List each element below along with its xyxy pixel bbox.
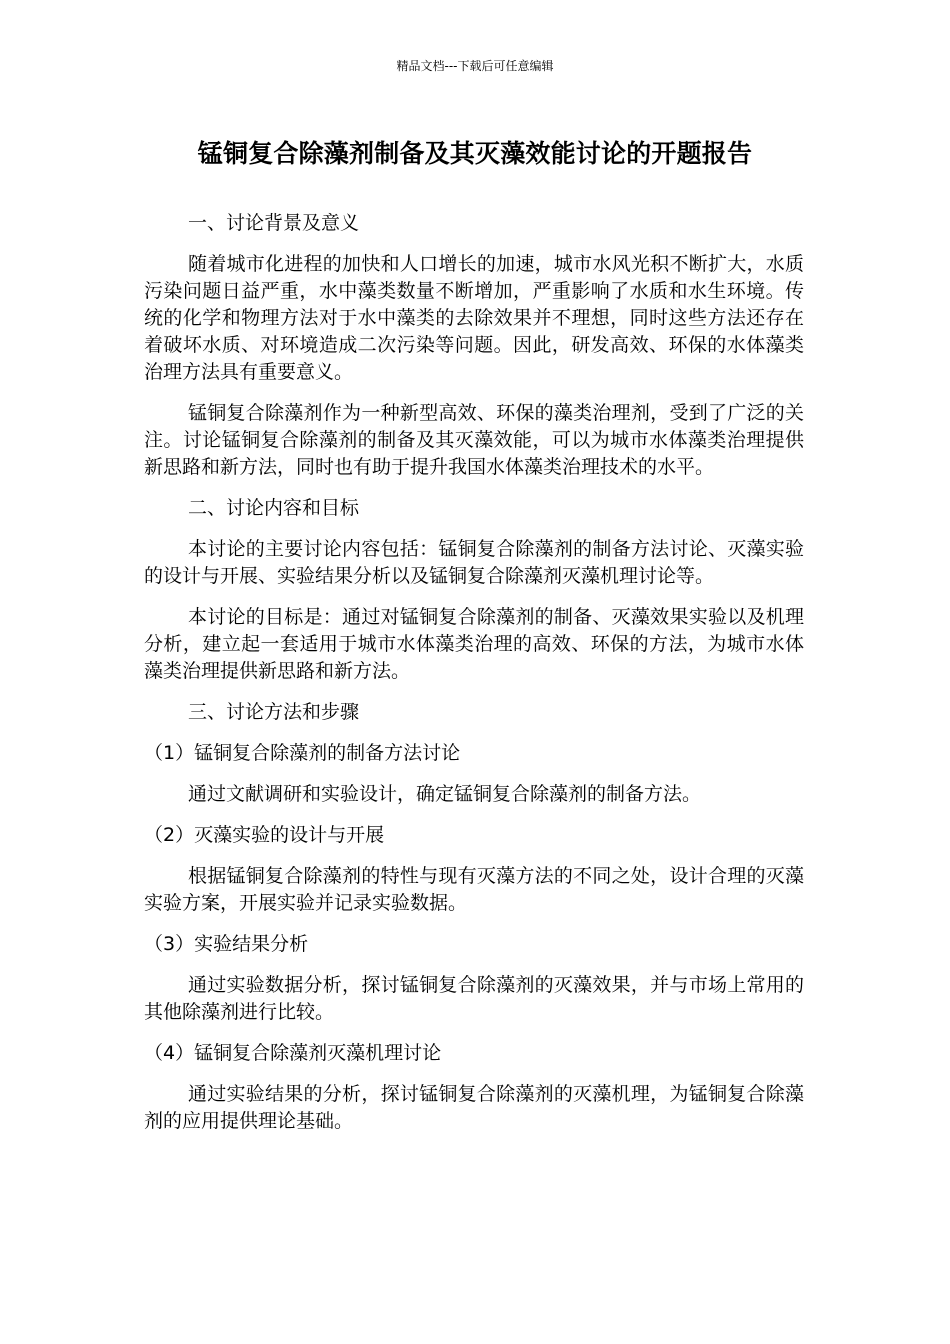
section-2-paragraph-1: 本讨论的主要讨论内容包括：锰铜复合除藻剂的制备方法讨论、灭藻实验的设计与开展、实验结果分析以及锰铜复合除藻剂灭藻机理讨论等。 xyxy=(144,538,804,587)
section-3-heading: 三、讨论方法和步骤 xyxy=(188,701,360,723)
section-3-subheading-3: （3）实验结果分析 xyxy=(144,933,309,955)
document-title: 锰铜复合除藻剂制备及其灭藻效能讨论的开题报告 xyxy=(197,139,753,168)
section-3-subheading-2: （2）灭藻实验的设计与开展 xyxy=(144,824,385,846)
section-3-paragraph-1: 通过文献调研和实验设计，确定锰铜复合除藻剂的制备方法。 xyxy=(188,783,702,805)
section-3-subheading-1: （1）锰铜复合除藻剂的制备方法讨论 xyxy=(144,742,461,764)
section-1-paragraph-1: 随着城市化进程的加快和人口增长的加速，城市水风光积不断扩大，水质污染问题日益严重，水中藻类数量不断增加，严重影响了水质和水生环境。传统的化学和物理方法对于水中藻类的去除效果并不理想，同时这些方法还存在着破坏水质、对环境造成二次污染等问题。因此，研发高效、环保的水体藻类治理方法具有重要意义。 xyxy=(144,253,804,383)
section-1-paragraph-2: 锰铜复合除藻剂作为一种新型高效、环保的藻类治理剂，受到了广泛的关注。讨论锰铜复合除藻剂的制备及其灭藻效能，可以为城市水体藻类治理提供新思路和新方法，同时也有助于提升我国水体藻类治理技术的水平。 xyxy=(144,402,804,478)
section-3-subheading-4: （4）锰铜复合除藻剂灭藻机理讨论 xyxy=(144,1042,442,1064)
section-3-paragraph-4: 通过实验结果的分析，探讨锰铜复合除藻剂的灭藻机理，为锰铜复合除藻剂的应用提供理论基础。 xyxy=(144,1083,804,1132)
section-3-paragraph-3: 通过实验数据分析，探讨锰铜复合除藻剂的灭藻效果，并与市场上常用的其他除藻剂进行比较。 xyxy=(144,974,804,1023)
section-3-paragraph-2: 根据锰铜复合除藻剂的特性与现有灭藻方法的不同之处，设计合理的灭藻实验方案，开展实验并记录实验数据。 xyxy=(144,865,804,914)
header-note: 精品文档---下载后可任意编辑 xyxy=(396,59,554,73)
section-1-heading: 一、讨论背景及意义 xyxy=(188,212,360,234)
document-body xyxy=(144,210,804,1149)
section-2-heading: 二、讨论内容和目标 xyxy=(188,497,360,519)
section-2-paragraph-2: 本讨论的目标是：通过对锰铜复合除藻剂的制备、灭藻效果实验以及机理分析，建立起一套适用于城市水体藻类治理的高效、环保的方法，为城市水体藻类治理提供新思路和新方法。 xyxy=(144,606,804,682)
